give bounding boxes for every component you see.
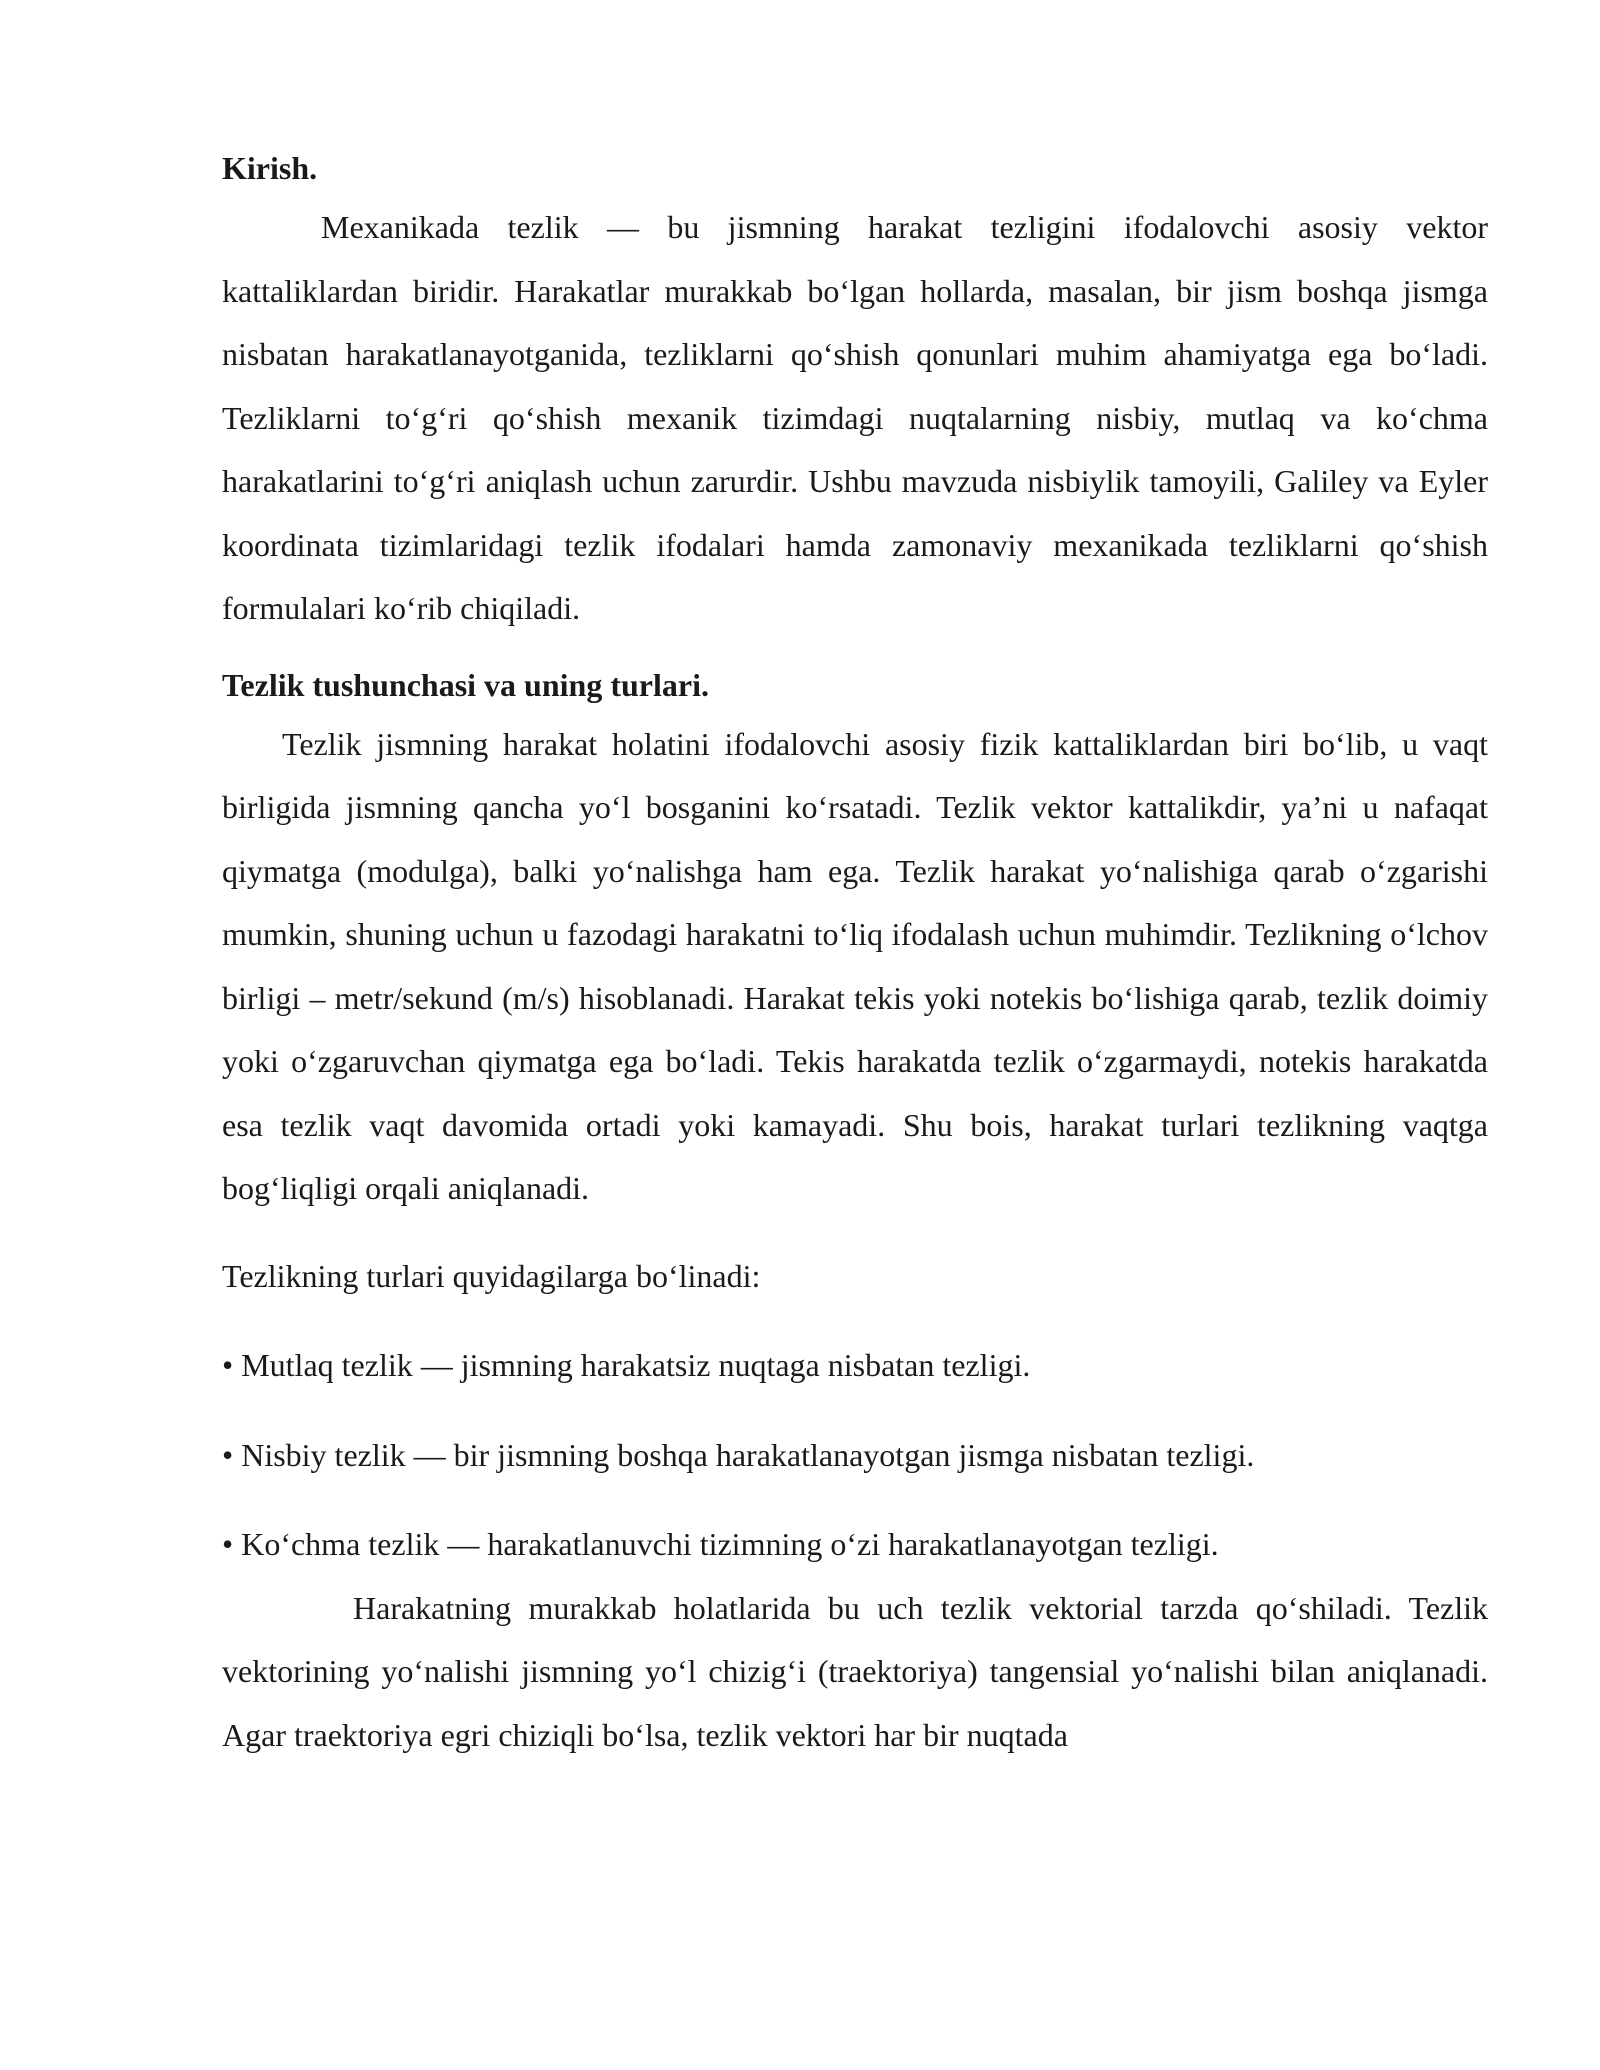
document-page (222, 148, 1488, 1767)
types-intro-text: Tezlikning turlari quyidagilarga bo‘linadi: (222, 1257, 761, 1294)
continuation-paragraph: Harakatning murakkab holatlarida bu uch tezlik vektorial tarzda qo‘shiladi. Tezlik vektorining yo‘nalishi jismning yo‘l chizig‘i (traektoriya) tangensial yo‘nalishi bilan aniqlanadi. Agar traektoriya egri chiziqli bo‘lsa, tezlik vektori har bir nuqtada (222, 1589, 1488, 1753)
bullet-absolute-velocity: • Mutlaq tezlik — jismning harakatsiz nuqtaga nisbatan tezligi. (222, 1347, 1031, 1383)
velocity-concept-paragraph: Tezlik jismning harakat holatini ifodalovchi asosiy fizik kattaliklardan biri bo‘lib, u vaqt birligida jismning qancha yo‘l bosganini ko‘rsatadi. Tezlik vektor kattalikdir, ya’ni u nafaqat qiymatga (modulga), balki yo‘nalishga ham ega. Tezlik harakat yo‘nalishiga qarab o‘zgarishi mumkin, shuning uchun u fazodagi harakatni to‘liq ifodalash uchun muhimdir. Tezlikning o‘lchov birligi – metr/sekund (m/s) hisoblanadi. Harakat tekis yoki notekis bo‘lishiga qarab, tezlik doimiy yoki o‘zgaruvchan qiymatga ega bo‘ladi. Tekis harakatda tezlik o‘zgarmaydi, notekis harakatda esa tezlik vaqt davomida ortadi yoki kamayadi. Shu bois, harakat turlari tezlikning vaqtga bog‘liqligi orqali aniqlanadi. (222, 725, 1488, 1206)
section-heading-velocity-types: Tezlik tushunchasi va uning turlari. (222, 666, 709, 703)
introduction-paragraph: Mexanikada tezlik — bu jismning harakat tezligini ifodalovchi asosiy vektor kattaliklardan biridir. Harakatlar murakkab bo‘lgan hollarda, masalan, bir jism boshqa jismga nisbatan harakatlanayotganida, tezliklarni qo‘shish qonunlari muhim ahamiyatga ega bo‘ladi. Tezliklarni to‘g‘ri qo‘shish mexanik tizimdagi nuqtalarning nisbiy, mutlaq va ko‘chma harakatlarini to‘g‘ri aniqlash uchun zarurdir. Ushbu mavzuda nisbiylik tamoyili, Galiley va Eyler koordinata tizimlaridagi tezlik ifodalari hamda zamonaviy mexanikada tezliklarni qo‘shish formulalari ko‘rib chiqiladi. (222, 209, 1488, 626)
bullet-transport-velocity: • Ko‘chma tezlik — harakatlanuvchi tizimning o‘zi harakatlanayotgan tezligi. (222, 1526, 1219, 1562)
bullet-relative-velocity: • Nisbiy tezlik — bir jismning boshqa harakatlanayotgan jismga nisbatan tezligi. (222, 1436, 1255, 1473)
section-heading-introduction: Kirish. (222, 150, 318, 186)
